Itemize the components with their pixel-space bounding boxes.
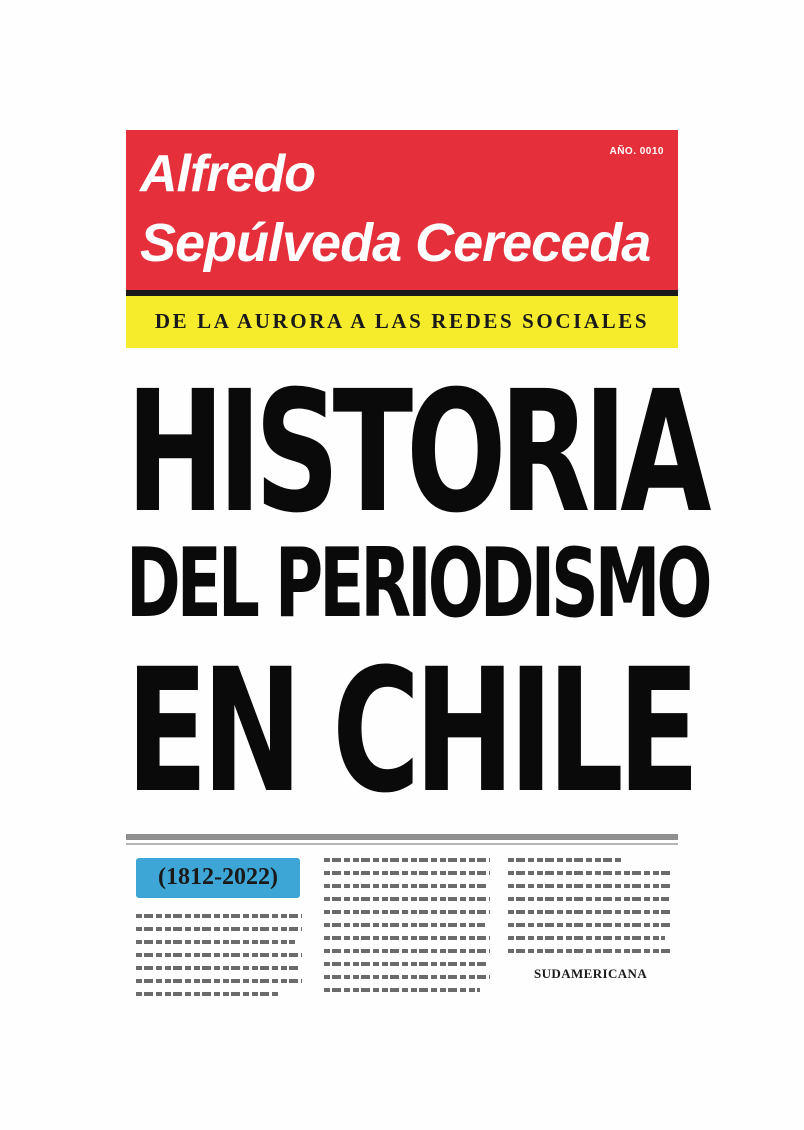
title-line-2: DEL PERIODISMO xyxy=(126,527,709,639)
date-range: (1812-2022) xyxy=(158,864,278,890)
grey-divider-thin xyxy=(126,843,678,845)
title-line-1: HISTORIA xyxy=(126,353,705,550)
author-band xyxy=(126,130,678,290)
subtitle: DE LA AURORA A LAS REDES SOCIALES xyxy=(154,309,650,333)
decorative-text-column-3 xyxy=(508,858,672,962)
date-badge xyxy=(136,858,300,898)
author-first-name: Alfredo xyxy=(140,145,315,203)
decorative-text-column-1 xyxy=(136,914,302,1005)
issue-tag: AÑO. 0010 xyxy=(609,146,664,157)
publisher-name: SUDAMERICANA xyxy=(534,966,648,981)
author-last-name: Sepúlveda Cereceda xyxy=(140,213,651,273)
grey-divider-thick xyxy=(126,834,678,840)
title-line-3: EN CHILE xyxy=(126,633,694,832)
subtitle-band xyxy=(126,296,678,348)
decorative-text-column-2 xyxy=(324,858,490,1001)
